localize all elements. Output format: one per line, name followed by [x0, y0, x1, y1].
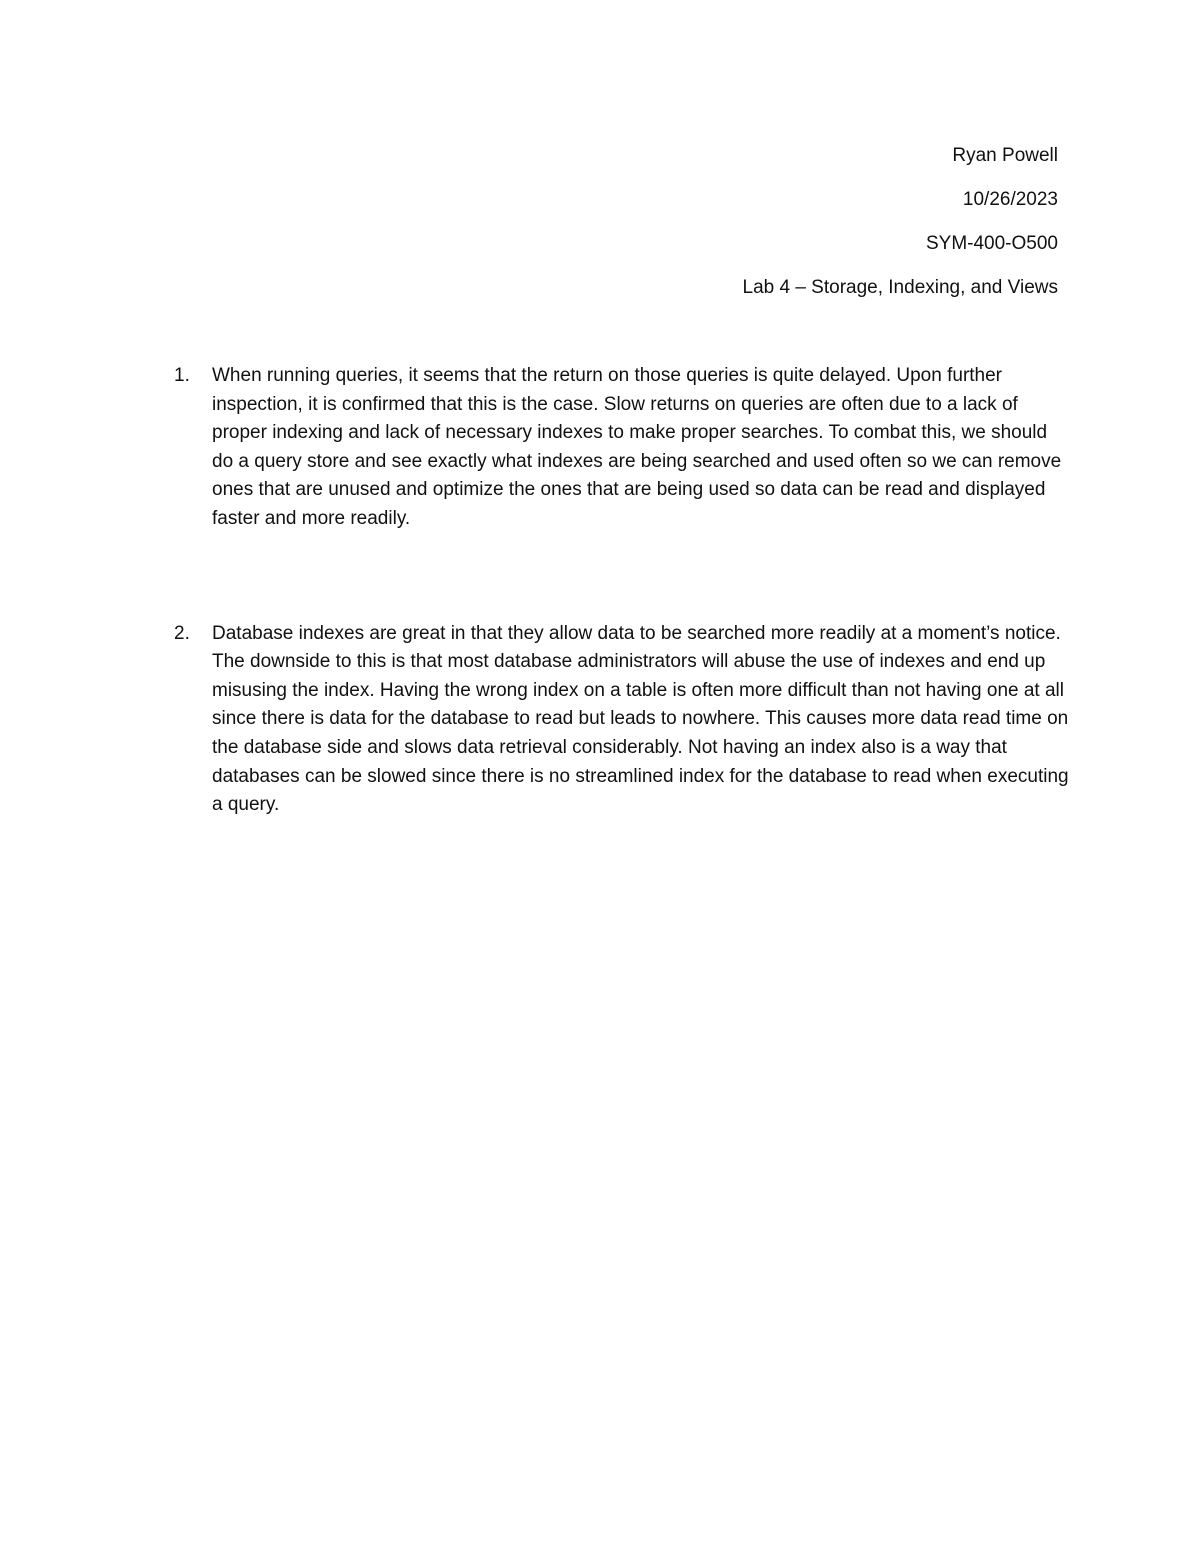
document-title: Lab 4 – Storage, Indexing, and Views	[742, 277, 1058, 298]
document-date: 10/26/2023	[962, 189, 1058, 210]
answer-number: 1.	[174, 365, 190, 386]
answer-text: When running queries, it seems that the return on those queries is quite delayed. Upon further inspection, it is confirmed that this is the case. Slow returns on queries are often due to a lack of proper indexing and lack of necessary indexes to make proper searches. To combat this, we should do a query store and see exactly what indexes are being searched and used often so we can remove ones that are unused and optimize the ones that are being used so data can be read and displayed faster and more readily.	[212, 365, 1062, 529]
answer-item-1	[170, 362, 1070, 534]
answer-number: 2.	[174, 622, 190, 644]
document-header	[743, 141, 1059, 317]
answer-list	[170, 362, 1070, 820]
author-name: Ryan Powell	[952, 145, 1058, 166]
answer-text: Database indexes are great in that they allow data to be searched more readily at a moment’s notice. The downside to this is that most database administrators will abuse the use of indexes and end up misusing the index. Having the wrong index on a table is often more difficult than not having one at all since there is data for the database to read but leads to nowhere. This causes more data read time on the database side and slows data retrieval considerably. Not having an index also is a way that databases can be slowed since there is no streamlined index for the database to read when executing a query.	[212, 622, 1069, 816]
answer-item-2	[170, 620, 1070, 820]
course-code: SYM-400-O500	[925, 233, 1058, 254]
